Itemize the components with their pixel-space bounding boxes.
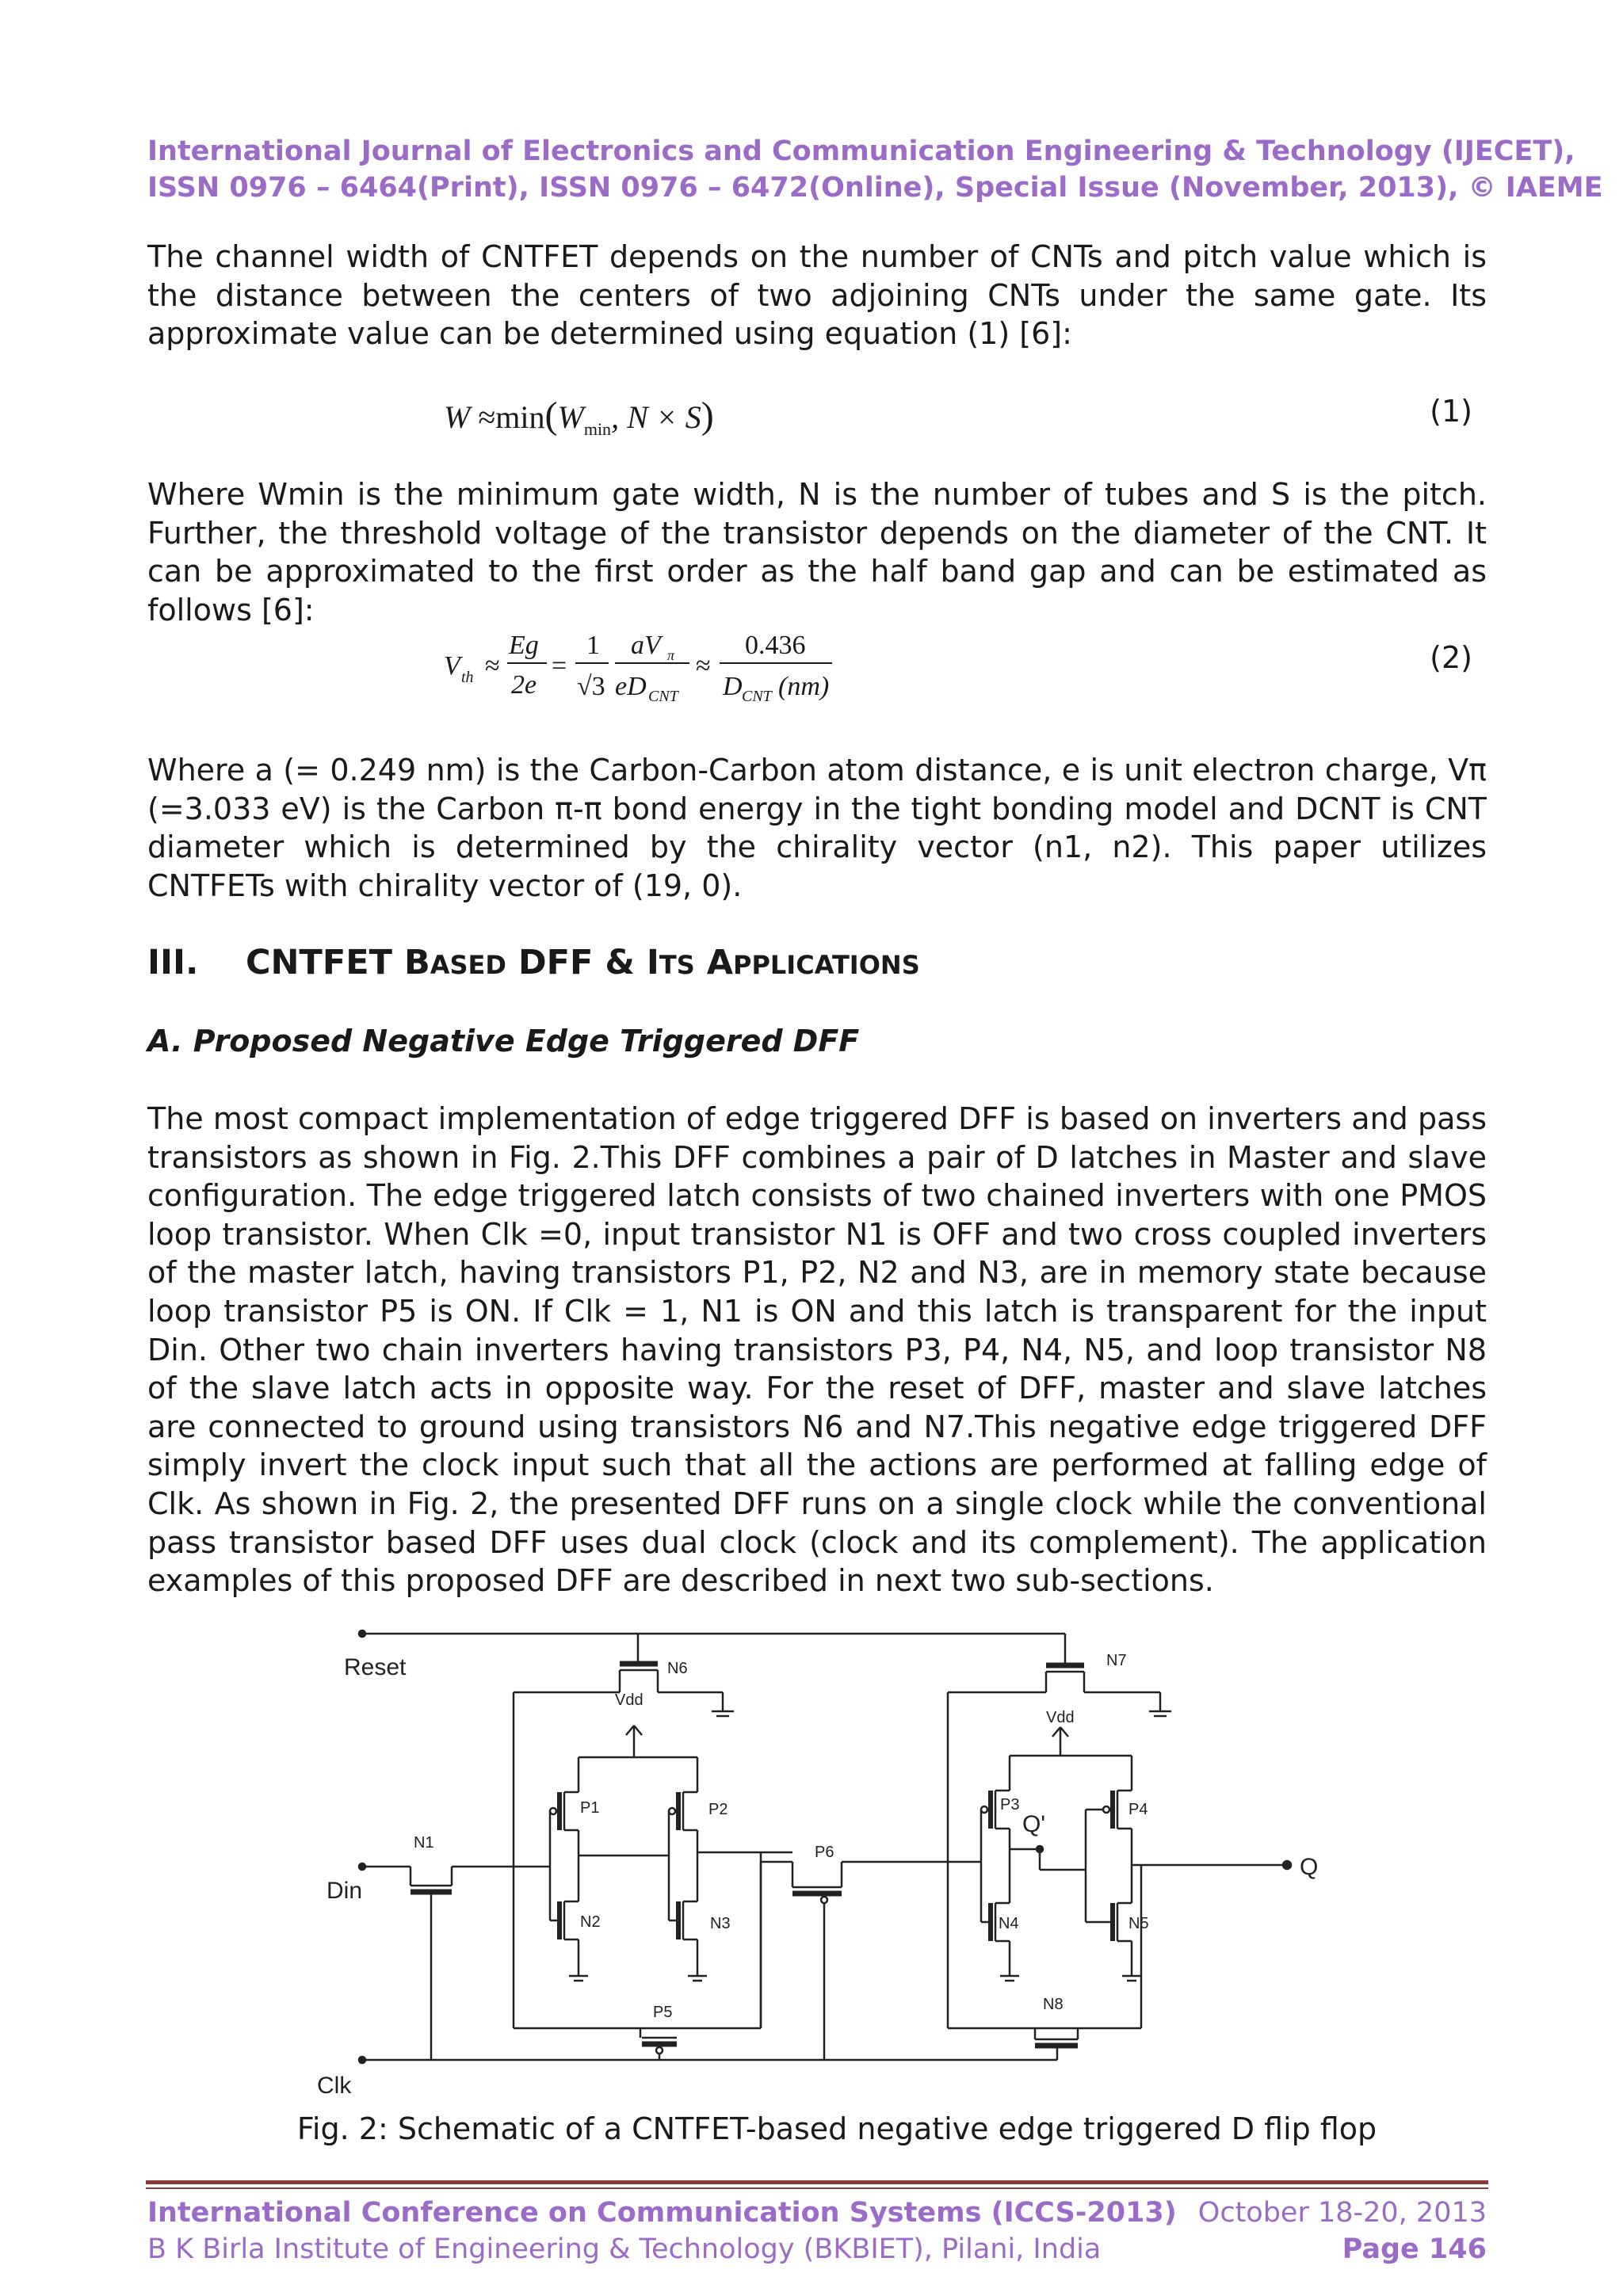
paragraph-channel-width: The channel width of CNTFET depends on the number of CNTs and pitch value which is the distance between the centers of two adjoining CNTs under the same gate. Its approximate value can be determined using equation (1) [6]: — [147, 239, 1487, 352]
label-n8: N8 — [1043, 1996, 1064, 2013]
label-n7: N7 — [1106, 1652, 1127, 1669]
svg-text:aV: aV — [631, 631, 661, 660]
label-n5: N5 — [1128, 1915, 1149, 1932]
equation-1-number: (1) — [1430, 394, 1472, 429]
svg-text:D: D — [723, 672, 743, 701]
footer-rule-thin — [146, 2187, 1488, 2189]
svg-text:2e: 2e — [511, 670, 537, 700]
label-vdd-master: Vdd — [615, 1691, 643, 1709]
svg-text:th: th — [461, 669, 474, 686]
svg-text:√3: √3 — [577, 672, 605, 701]
footer-right — [1198, 2195, 1487, 2267]
svg-text:0.436: 0.436 — [745, 631, 806, 660]
label-q-prime: Q' — [1022, 1811, 1046, 1837]
paragraph-dff-description: The most compact implementation of edge triggered DFF is based on inverters and pass transistors as shown in Fig. 2.This DFF combines a pair of D latches in Master and slave configuration. The edge triggered latch consists of two chained inverters with one PMOS loop transistor. When Clk =0, input transistor N1 is OFF and two cross coupled inverters of the master latch, having transistors P1, P2, N2 and N3, are in memory state because loop transistor P5 is ON. If Clk = 1, N1 is ON and this latch is transparent for the input Din. Other two chain inverters having transistors P3, P4, N4, N5, and loop transistor N8 of the slave latch acts in opposite way. For the reset of DFF, master and slave latches are connected to ground using transistors N6 and N7.This negative edge triggered DFF simply invert the clock input such that all the actions are performed at falling edge of Clk. As shown in Fig. 2, the presented DFF runs on a single clock while the conventional pass transistor based DFF uses dual clock (clock and its complement). The application examples of this proposed DFF are described in next two sub-sections. — [147, 1101, 1487, 1599]
figure-caption: Fig. 2: Schematic of a CNTFET-based negative edge triggered D flip flop — [296, 2111, 1377, 2146]
label-n1: N1 — [414, 1834, 434, 1852]
svg-text:≈: ≈ — [485, 651, 500, 681]
paragraph-threshold-voltage: Where Wmin is the minimum gate width, N is the number of tubes and S is the pitch. Further, the threshold voltage of the transistor depends on the diameter of the CNT. It can be approximated to the first order as the half band gap and can be estimated as follows [6]: — [147, 477, 1487, 627]
circuit-schematic — [301, 1616, 1347, 2107]
label-n4: N4 — [999, 1915, 1019, 1932]
svg-text:≈: ≈ — [696, 651, 711, 681]
footer-institute: B K Birla Institute of Engineering & Technology (BKBIET), Pilani, India — [147, 2233, 1102, 2265]
svg-text:π: π — [667, 647, 675, 663]
footer-page-number: Page 146 — [1342, 2233, 1487, 2265]
svg-text:(nm): (nm) — [778, 672, 830, 701]
label-p5: P5 — [653, 2004, 673, 2021]
section-number: III. — [147, 943, 199, 982]
equation-1: $W \approx\min(W_{min}$, N × S) — [444, 395, 714, 439]
equation-2-number: (2) — [1430, 640, 1472, 675]
svg-text:1: 1 — [586, 631, 600, 660]
label-p2: P2 — [708, 1801, 728, 1818]
journal-header-line1: International Journal of Electronics and Communication Engineering & Technology (IJECET), — [147, 135, 1575, 167]
page-footer — [147, 2195, 1487, 2267]
paragraph-carbon-distance: Where a (= 0.249 nm) is the Carbon-Carbon atom distance, e is unit electron charge, Vπ (=3.033 eV) is the Carbon π-π bond energy in the tight bonding model and DCNT is CNT diameter which is determined by the chirality vector (n1, n2). This paper utilizes CNTFETs with chirality vector of (19, 0). — [147, 753, 1487, 903]
label-din: Din — [327, 1878, 363, 1904]
label-n3: N3 — [710, 1915, 731, 1932]
footer-dates: October 18-20, 2013 — [1197, 2197, 1487, 2229]
label-p6: P6 — [815, 1844, 834, 1861]
label-reset: Reset — [344, 1654, 407, 1680]
journal-header — [147, 133, 1603, 206]
section-title: CNTFET BASED DFF & ITS APPLICATIONS — [246, 943, 920, 982]
svg-text:=: = — [552, 651, 567, 681]
equation-2 — [436, 622, 864, 709]
subsection-heading: A. Proposed Negative Edge Triggered DFF — [147, 1024, 860, 1058]
label-p1: P1 — [580, 1799, 600, 1817]
label-clk: Clk — [317, 2073, 352, 2099]
label-p3: P3 — [1000, 1796, 1020, 1814]
label-n6: N6 — [667, 1660, 688, 1677]
svg-text:Eg: Eg — [509, 631, 539, 660]
svg-text:CNT: CNT — [742, 688, 772, 705]
label-n2: N2 — [580, 1913, 601, 1931]
label-vdd-slave: Vdd — [1046, 1709, 1075, 1726]
footer-rule-thick — [146, 2180, 1488, 2184]
svg-text:V: V — [444, 651, 460, 681]
svg-text:eD: eD — [615, 672, 647, 701]
svg-text:CNT: CNT — [648, 688, 678, 705]
label-q: Q — [1300, 1854, 1319, 1880]
journal-header-line2: ISSN 0976 – 6464(Print), ISSN 0976 – 6472(Online), Special Issue (November, 2013), © IAEME — [147, 172, 1603, 204]
footer-conference: International Conference on Communication Systems (ICCS-2013) — [147, 2197, 1177, 2229]
label-p4: P4 — [1128, 1801, 1148, 1818]
